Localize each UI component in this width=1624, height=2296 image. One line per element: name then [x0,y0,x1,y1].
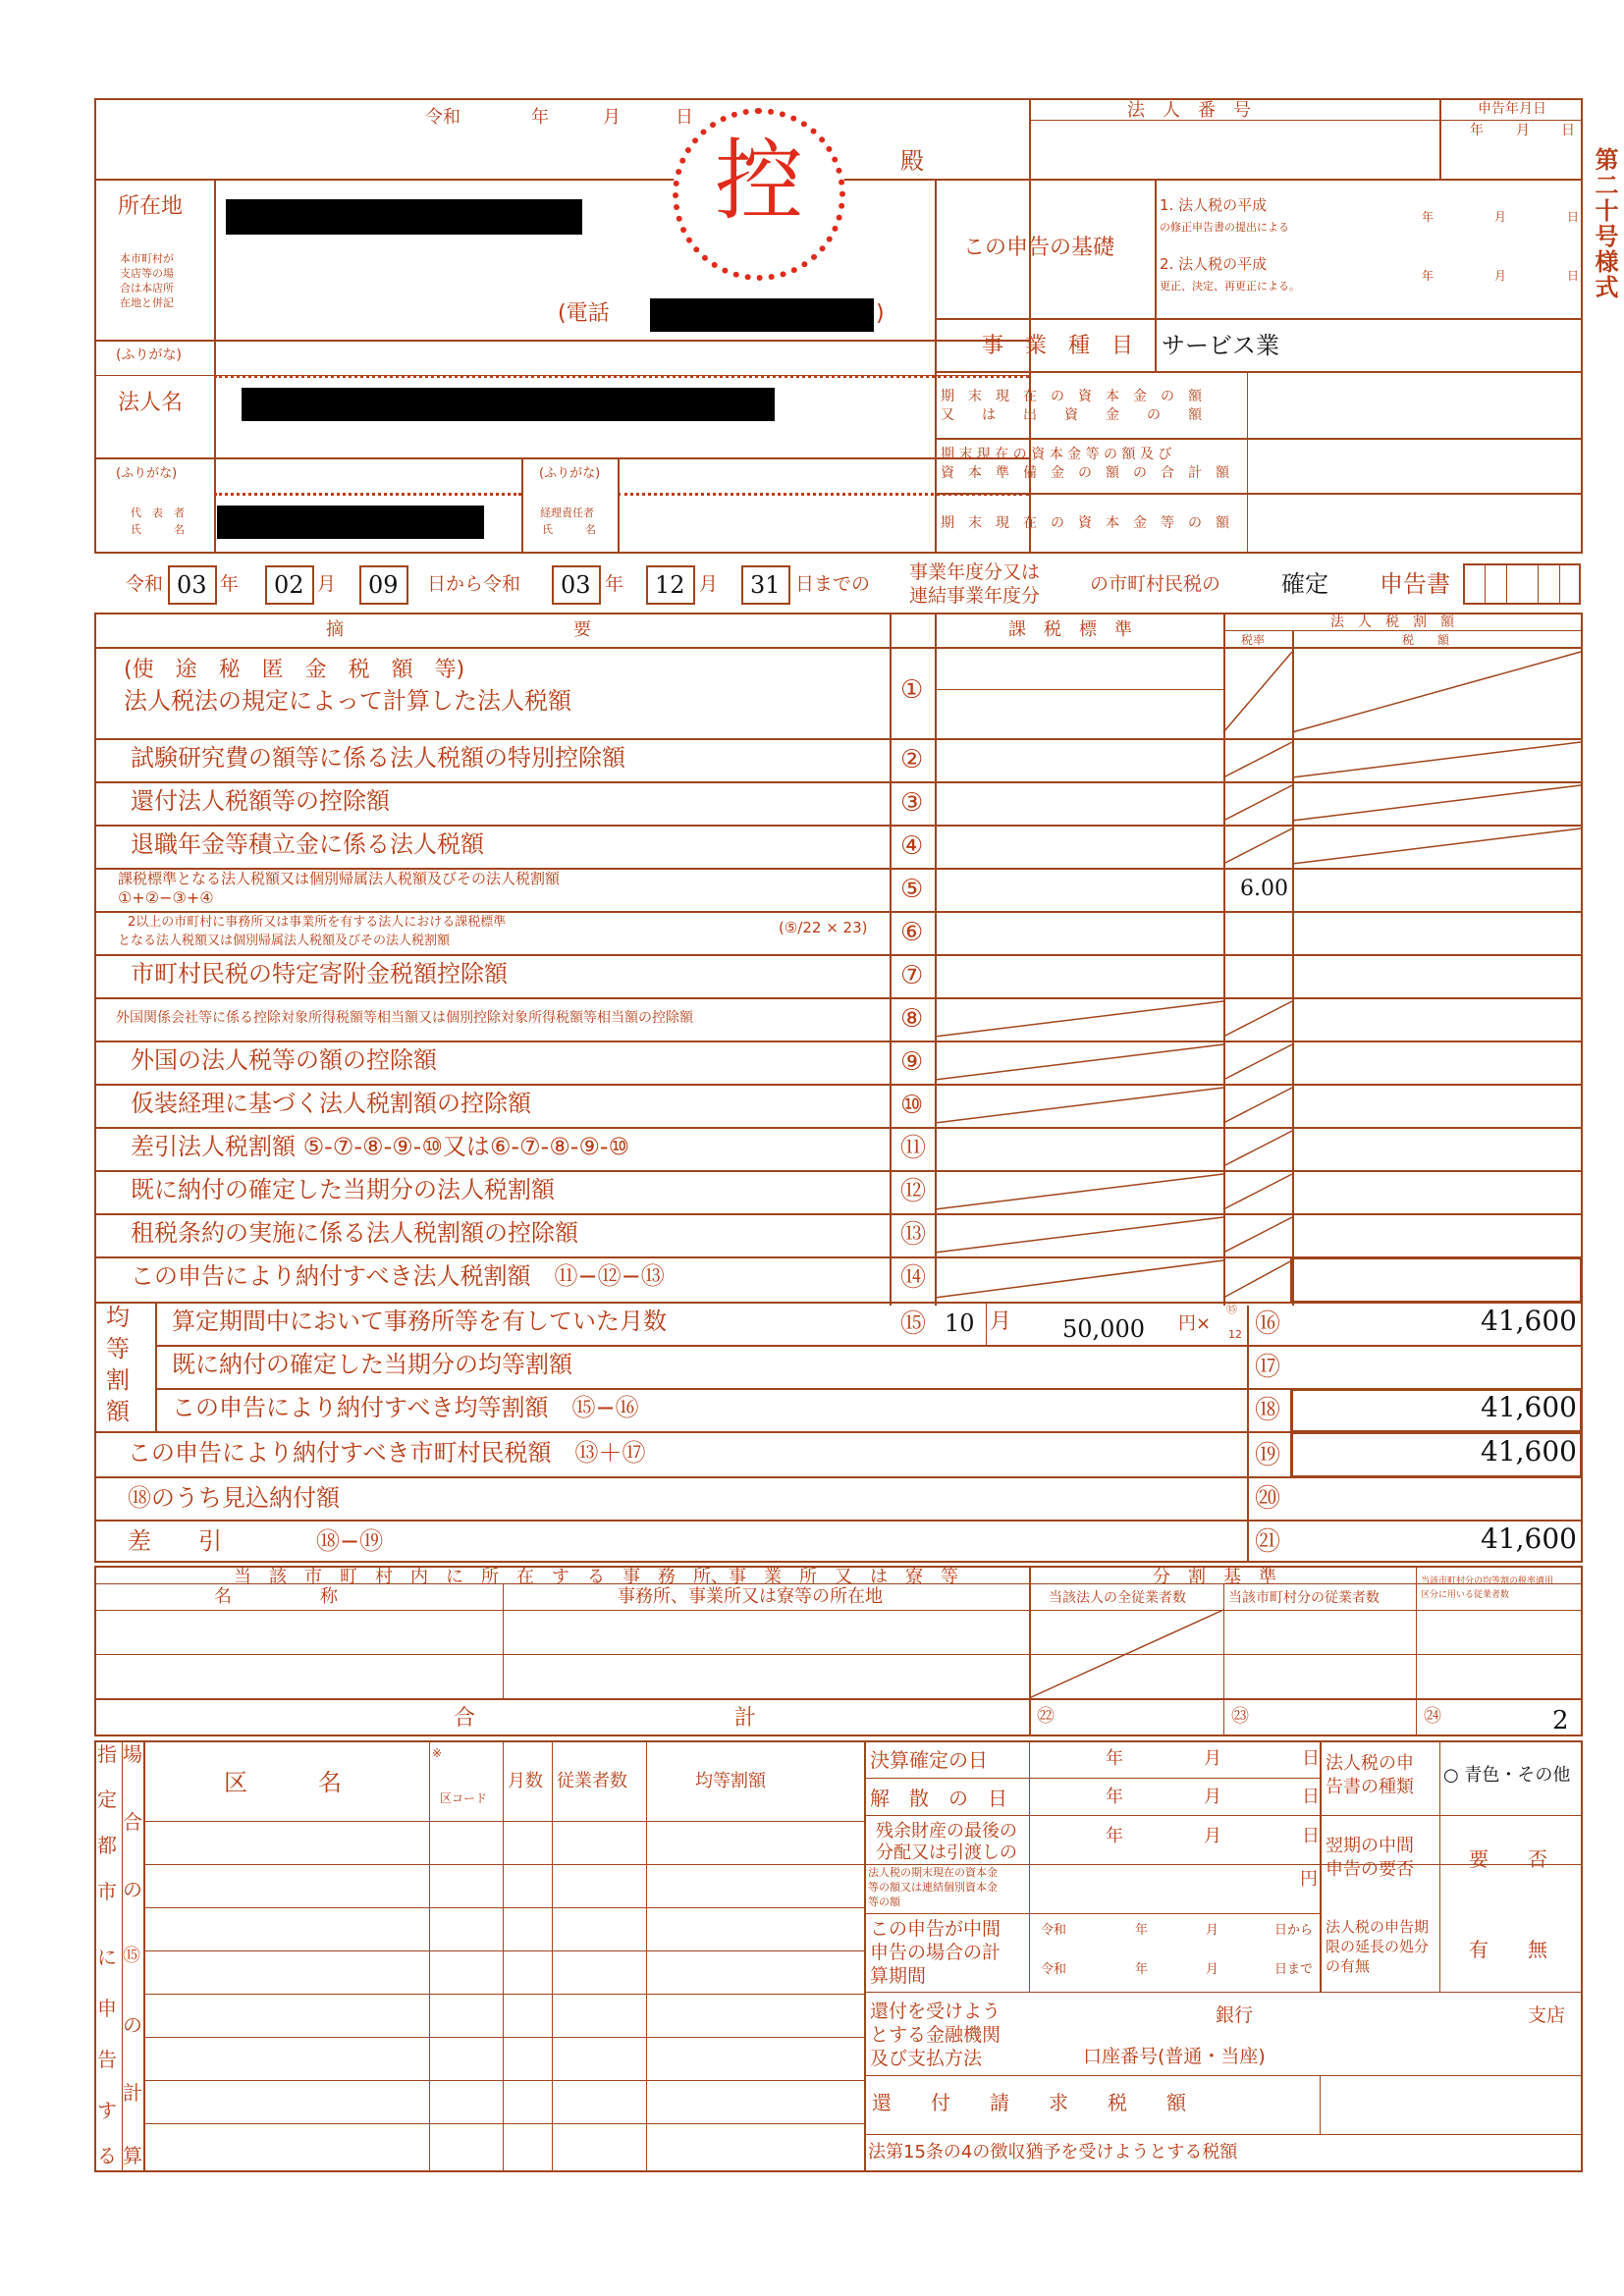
basis1-line1: 1. 法人税の平成 [1160,196,1268,214]
row2-no: ② [900,745,924,774]
business-value: サービス業 [1162,332,1279,359]
offices-addr: 事務所、事業所又は寮等の所在地 [618,1586,883,1607]
phone-close: ) [876,301,885,326]
row15-months: 10 [945,1309,975,1337]
furigana-label: (ふりがな) [116,347,182,363]
row14-label: この申告により納付すべき法人税割額 ⑪−⑫−⑬ [131,1262,665,1290]
address-note-4: 在地と併記 [120,296,174,309]
interim-from-reiwa: 令和 [1041,1923,1067,1938]
period-nen-1: 年 [220,573,240,595]
offices-v24: 2 [1552,1706,1569,1735]
period-reiwa: 令和 [126,573,164,595]
capital2-line2: 資 本 準 備 金 の 額 の 合 計 額 [941,465,1229,481]
filing-date-label: 申告年月日 [1478,101,1546,117]
refund-2: とする金融機関 [870,2024,1001,2046]
row11-no: ⑪ [900,1134,927,1163]
period-from-year: 03 [177,571,207,599]
furigana-acct: (ふりがな) [539,466,601,481]
capnote-2: 等の額又は連結個別資本金 [868,1881,998,1894]
row6-frac: (⑤/22 × 23) [779,919,868,936]
furigana-rep: (ふりがな) [116,466,178,481]
side-left-6: 申 [97,1997,117,2020]
side-right-7: 算 [123,2144,142,2167]
row14-no: ⑭ [900,1263,927,1293]
row16-no: ⑯ [1255,1309,1281,1339]
kind-2: 告書の種類 [1326,1777,1414,1797]
bank-label: 銀行 [1216,2004,1254,2026]
bottom-emp: 従業者数 [557,1771,627,1791]
interim-2: 申告の場合の計 [870,1942,1001,1963]
period-tsuki-2: 月 [699,573,719,595]
corp-number-label: 法 人 番 号 [1127,100,1251,121]
refund-3: 及び支払方法 [870,2048,983,2069]
row13-no: ⑬ [900,1220,927,1250]
corp-name-label: 法人名 [118,391,184,415]
capnote-1: 法人税の期末現在の資本金 [868,1866,998,1879]
row2-label: 試験研究費の額等に係る法人税額の特別控除額 [131,744,625,772]
date-reiwa: 令和 [425,107,460,128]
row21-no: ㉑ [1255,1527,1281,1557]
residual-1: 残余財産の最後の [876,1821,1017,1842]
row7-no: ⑦ [900,961,924,990]
residual-tsuki: 月 [1204,1826,1221,1846]
filing-tsuki: 月 [1516,123,1530,138]
capital1-line2: 又 は 出 資 金 の 額 [941,407,1202,423]
period-from-day: 09 [368,571,399,599]
row21-value: 41,600 [1481,1522,1577,1555]
bottom-ku: 区 名 [224,1769,342,1796]
side-right-2: 合 [123,1810,142,1834]
row4-no: ④ [900,831,924,861]
period-from-month: 02 [274,571,304,599]
basis1-hi: 日 [1567,210,1580,224]
row5-rate: 6.00 [1240,877,1288,901]
interim-to-nen: 年 [1135,1962,1149,1977]
extension-3: の有無 [1326,1957,1371,1975]
next-interim-1: 翌期の中間 [1326,1836,1414,1856]
capital1-line1: 期 末 現 在 の 資 本 金 の 額 [941,389,1202,404]
branch-label: 支店 [1528,2004,1566,2026]
rep-label-2: 氏 名 [131,523,185,536]
basis2-line1: 2. 法人税の平成 [1160,255,1268,273]
row7-label: 市町村民税の特定寄附金税額控除額 [131,960,508,988]
row15-label: 算定期間中において事務所等を有していた月数 [172,1308,667,1335]
address-note-1: 本市町村が [120,252,174,265]
business-label: 事 業 種 目 [982,334,1134,358]
basis1-tsuki: 月 [1494,210,1507,224]
date-day: 日 [676,107,693,128]
dissolve-nen: 年 [1106,1787,1123,1807]
capital2-line1: 期 末 現 在 の 資 本 金 等 の 額 及 び [941,447,1172,462]
row5-label: 課税標準となる法人税額又は個別帰属法人税額及びその法人税割額 [118,870,561,887]
form-number: 第二十号様式 [1591,147,1618,300]
row19-no: ⑲ [1255,1441,1281,1470]
row17-label: 既に納付の確定した当期分の均等割額 [172,1351,572,1378]
period-kakutei: 確定 [1281,570,1328,598]
interim-to-tsuki: 月 [1206,1962,1219,1977]
offices-n22: ㉒ [1037,1706,1055,1727]
row21-label: 差 引 ⑱−⑲ [128,1527,384,1555]
date-year: 年 [531,107,549,128]
kinto-side-1: 均 [106,1304,130,1331]
basis2-tsuki: 月 [1494,269,1507,283]
period-to-month: 12 [655,571,685,599]
copy-stamp-text: 控 [715,130,803,233]
th-houjin: 法 人 税 割 額 [1330,614,1454,630]
row13-label: 租税条約の実施に係る法人税割額の控除額 [131,1219,578,1247]
offices-title: 当 該 市 町 村 内 に 所 在 す る 事 務 所、事 業 所 又 は 寮 等 [234,1567,958,1587]
kind-value: ○ 青色・その他 [1443,1765,1571,1786]
period-to-year: 03 [561,571,591,599]
dissolve-hi: 日 [1302,1787,1320,1807]
interim-from-nen: 年 [1135,1923,1149,1938]
refund-1: 還付を受けよう [870,2001,1001,2022]
row10-no: ⑩ [900,1091,924,1120]
kinto-side-4: 額 [106,1398,130,1425]
side-left-2: 定 [97,1788,117,1811]
row3-label: 還付法人税額等の控除額 [131,787,390,815]
period-fy-1: 事業年度分又は [909,561,1041,583]
side-left-4: 市 [97,1880,117,1903]
extension-1: 法人税の申告期 [1326,1918,1430,1936]
settle-hi: 日 [1302,1748,1320,1769]
period-tax-of: の市町村民税の [1090,573,1221,595]
defer-label: 法第15条の4の徴収猶予を受けようとする税額 [868,2142,1238,2163]
row15-frac-num: ⑮ [1226,1303,1237,1315]
dissolve-tsuki: 月 [1204,1787,1221,1807]
row19-value: 41,600 [1481,1435,1577,1468]
row15-frac-den: 12 [1228,1328,1242,1341]
offices-city-emp: 当該市町村分の従業者数 [1228,1590,1380,1606]
filing-hi: 日 [1561,123,1575,138]
dissolve-label: 解 散 の 日 [870,1787,1007,1810]
address-label: 所在地 [118,194,184,219]
period-tsuki-1: 月 [317,573,337,595]
row17-no: ⑰ [1255,1353,1281,1382]
settle-nen: 年 [1106,1748,1123,1769]
row1-label: 法人税法の規定によって計算した法人税額 [124,687,571,715]
row16-value: 41,600 [1481,1305,1577,1337]
basis2-nen: 年 [1422,269,1435,283]
period-fy-2: 連結事業年度分 [909,585,1041,607]
offices-name: 名 称 [214,1586,338,1607]
interim-to-made: 日まで [1274,1962,1314,1977]
row15-yen: 50,000 [1062,1315,1145,1343]
side-left-7: 告 [97,2048,117,2071]
bottom-months: 月数 [508,1771,543,1791]
side-right-3: の [123,1878,142,1901]
row6-sub: となる法人税額又は個別帰属法人税額及びその法人税割額 [118,934,451,948]
row9-label: 外国の法人税等の額の控除額 [131,1046,437,1074]
side-right-6: 計 [123,2081,142,2105]
basis1-line2: の修正申告書の提出による [1160,221,1289,234]
side-right-5: の [123,2013,142,2037]
row11-label: 差引法人税割額 ⑤-⑦-⑧-⑨-⑩又は⑥-⑦-⑧-⑨-⑩ [131,1133,630,1160]
interim-from-tsuki: 月 [1206,1923,1219,1938]
capital3-label: 期 末 現 在 の 資 本 金 等 の 額 [941,515,1229,531]
row20-no: ⑳ [1255,1484,1281,1514]
address-note-3: 合は本店所 [120,282,174,294]
th-amount: 税 額 [1402,633,1450,647]
row15-yen-unit: 円× [1178,1313,1212,1334]
period-made: 日までの [795,573,871,595]
residual-hi: 日 [1302,1826,1320,1846]
side-left-1: 指 [97,1742,117,1766]
offices-total: 合 計 [454,1706,757,1731]
row10-label: 仮装経理に基づく法人税割額の控除額 [131,1090,531,1117]
interim-to-reiwa: 令和 [1041,1962,1067,1977]
acct-label-1: 経理責任者 [540,507,594,519]
side-left-8: す [97,2099,117,2122]
extension-2: 限の延長の処分 [1326,1938,1430,1955]
bottom-kucode-star: ※ [432,1746,443,1760]
row12-label: 既に納付の確定した当期分の法人税割額 [131,1176,555,1203]
date-month: 月 [603,107,621,128]
basis2-hi: 日 [1567,269,1580,283]
dono: 殿 [900,147,924,175]
offices-n24: ㉔ [1424,1706,1441,1727]
row15-month-unit: 月 [990,1309,1012,1334]
row18-no: ⑱ [1255,1396,1281,1425]
row6-label: 2以上の市町村に事務所又は事業所を有する法人における課税標準 [128,915,507,930]
row1-pre: (使 途 秘 匿 金 税 額 等) [124,658,465,682]
period-shinkokusho: 申告書 [1380,570,1450,598]
row6-no: ⑥ [900,918,924,947]
side-right-4: ⑮ [123,1946,140,1966]
basis2-line2: 更正、決定、再更正による。 [1160,280,1300,293]
residual-nen: 年 [1106,1826,1123,1846]
filing-nen: 年 [1470,123,1484,138]
account-label: 口座番号(普通・当座) [1083,2046,1266,2067]
th-base: 課 税 標 準 [1008,619,1132,640]
row9-no: ⑨ [900,1047,924,1077]
period-nen-2: 年 [605,573,624,595]
next-interim-2: 申告の要否 [1326,1859,1414,1880]
bottom-kucode: 区コード [440,1791,488,1805]
offices-note-1: 当該市町村分の均等割の税率適用 [1421,1576,1554,1586]
basis-label: この申告の基礎 [963,236,1115,260]
residual-2: 分配又は引渡しの [876,1842,1017,1863]
basis1-nen: 年 [1422,210,1435,224]
refund-claim-label: 還 付 請 求 税 額 [872,2091,1186,2114]
interim-1: この申告が中間 [870,1918,1001,1940]
row18-label: この申告により納付すべき均等割額 ⑮−⑯ [172,1394,639,1421]
side-left-5: に [97,1946,117,1969]
row3-no: ③ [900,788,924,818]
side-right-1: 場 [123,1742,142,1766]
offices-bunkatsu: 分 割 基 準 [1153,1567,1276,1587]
side-left-9: る [97,2144,117,2167]
row8-no: ⑧ [900,1004,924,1034]
th-rate: 税率 [1241,633,1266,647]
settle-label: 決算確定の日 [870,1748,988,1772]
th-summary: 摘 要 [326,619,591,640]
row19-label: この申告により納付すべき市町村民税額 ⑬＋⑰ [128,1439,646,1467]
rep-label-1: 代 表 者 [131,507,185,519]
kinto-side-3: 割 [106,1366,130,1394]
row5-no: ⑤ [900,875,924,904]
interim-from-kara: 日から [1274,1923,1314,1938]
row15-no: ⑮ [900,1309,927,1339]
kind-1: 法人税の申 [1326,1753,1414,1774]
capnote-yen: 円 [1300,1869,1318,1890]
address-note-2: 支店等の場 [120,267,174,280]
settle-tsuki: 月 [1204,1748,1221,1769]
row8-label: 外国関係会社等に係る控除対象所得税額等相当額又は個別控除対象所得税額等相当額の控除額 [116,1010,693,1026]
period-kara: 日から令和 [427,573,521,595]
row4-label: 退職年金等積立金に係る法人税額 [131,830,484,858]
phone-label: (電話 [558,301,610,326]
offices-note-2: 区分に用いる従業者数 [1421,1590,1510,1600]
period-to-day: 31 [750,571,781,599]
kinto-side-2: 等 [106,1335,130,1362]
acct-label-2: 氏 名 [542,523,596,536]
row5-sub: ①+②−③+④ [118,888,214,907]
bottom-kinto: 均等割額 [695,1771,766,1791]
capnote-3: 等の額 [868,1896,900,1908]
offices-n23: ㉓ [1231,1706,1249,1727]
row12-no: ⑫ [900,1177,927,1206]
side-left-3: 都 [97,1834,117,1857]
offices-all-emp: 当該法人の全従業者数 [1049,1590,1186,1606]
row20-label: ⑱のうち見込納付額 [128,1484,340,1512]
yohi: 要 否 [1469,1847,1547,1871]
row18-value: 41,600 [1481,1391,1577,1423]
interim-3: 算期間 [870,1965,927,1987]
row1-no: ① [900,675,924,705]
umu: 有 無 [1469,1938,1547,1961]
